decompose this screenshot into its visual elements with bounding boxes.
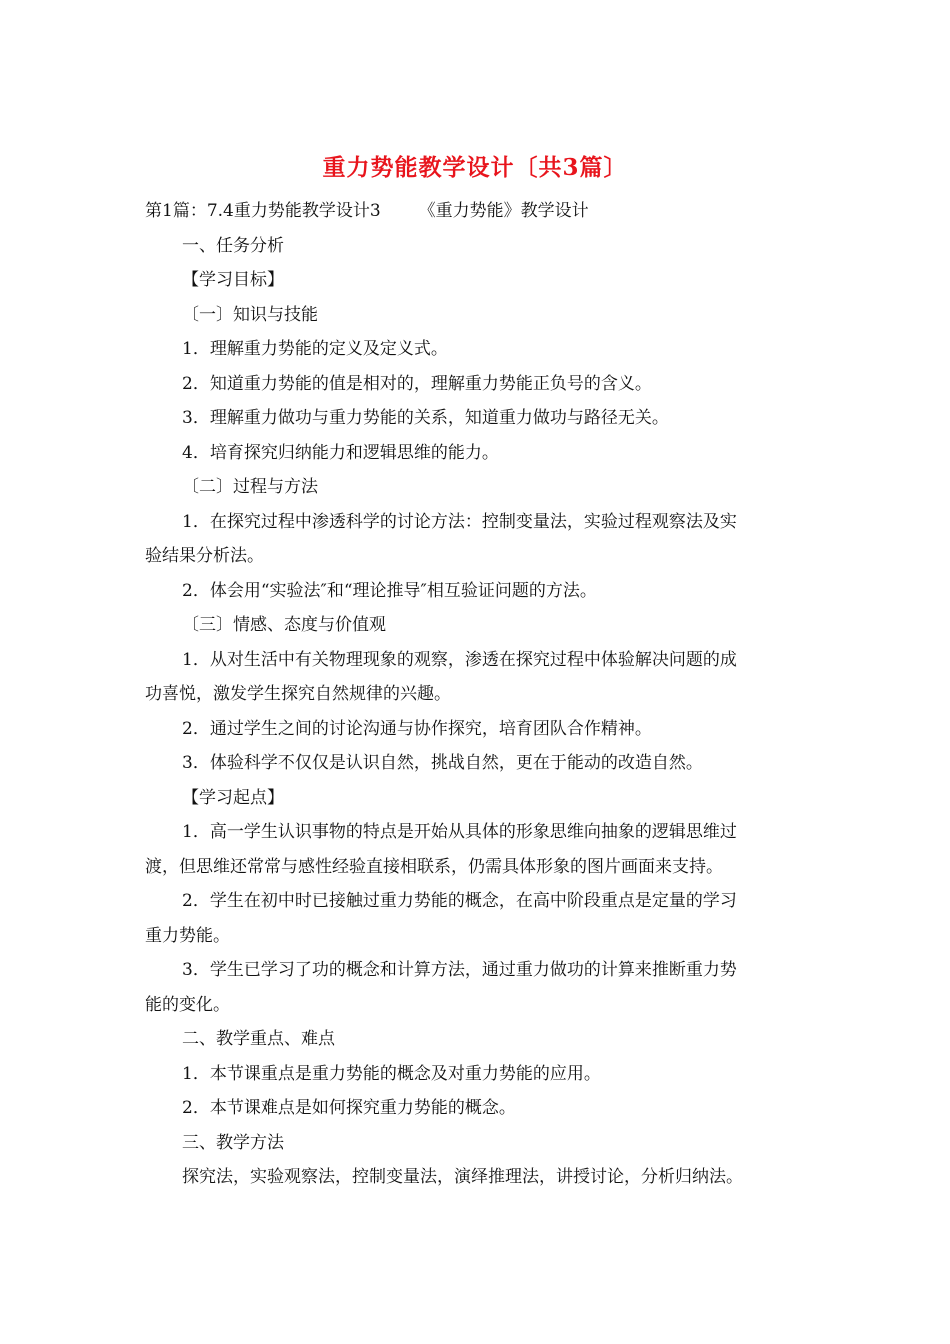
text-line: 三、教学方法 [182,1132,284,1153]
text-line: 能的变化。 [145,994,230,1015]
text-line: 2．通过学生之间的讨论沟通与协作探究，培育团队合作精神。 [182,718,652,739]
text-line: 1．在探究过程中渗透科学的讨论方法：控制变量法，实验过程观察法及实 [182,511,737,532]
text-line: 功喜悦，激发学生探究自然规律的兴趣。 [145,684,451,704]
part-header [145,194,810,229]
text-line: 一、任务分析 [182,235,284,256]
text-line: 1．本节课重点是重力势能的概念及对重力势能的应用。 [182,1063,601,1084]
text-line: 1．高一学生认识事物的特点是开始从具体的形象思维向抽象的逻辑思维过 [182,822,737,842]
paragraph-lines [145,229,810,1195]
text-line: 4．培育探究归纳能力和逻辑思维的能力。 [182,442,499,463]
text-line: 渡，但思维还常常与感性经验直接相联系，仍需具体形象的图片画面来支持。 [145,856,723,877]
text-line: 〔二〕过程与方法 [182,477,318,497]
text-line: 3．学生已学习了功的概念和计算方法，通过重力做功的计算来推断重力势 [182,960,737,980]
text-line: 〔一〕知识与技能 [182,304,318,325]
document-title: 重力势能教学设计〔共3篇〕 [322,154,628,181]
text-line: 二、教学重点、难点 [182,1029,335,1049]
text-line: 〔三〕情感、态度与价值观 [182,615,386,635]
text-line: 1．从对生活中有关物理现象的观察，渗透在探究过程中体验解决问题的成 [182,649,737,670]
text-line: 3．体验科学不仅仅是认识自然，挑战自然，更在于能动的改造自然。 [182,753,703,773]
text-line: 验结果分析法。 [145,546,264,566]
part-subtitle: 《重力势能》教学设计 [418,201,589,221]
text-line: 重力势能。 [145,925,230,946]
text-line: 3．理解重力做功与重力势能的关系，知道重力做功与路径无关。 [182,408,669,428]
text-line: 探究法，实验观察法，控制变量法，演绎推理法，讲授讨论，分析归纳法。 [182,1167,743,1187]
document-body [145,194,810,1195]
part-label: 第1篇：7.4重力势能教学设计3 [145,201,381,221]
text-line: 2．体会用“实验法″和“理论推导″相互验证问题的方法。 [182,580,597,601]
text-line: 1．理解重力势能的定义及定义式。 [182,339,448,359]
text-line: 2．本节课难点是如何探究重力势能的概念。 [182,1098,516,1118]
text-line: 【学习目标】 [182,270,284,290]
text-line: 2．知道重力势能的值是相对的，理解重力势能正负号的含义。 [182,373,652,394]
text-line: 2．学生在初中时已接触过重力势能的概念，在高中阶段重点是定量的学习 [182,891,737,911]
text-line: 【学习起点】 [182,787,284,808]
